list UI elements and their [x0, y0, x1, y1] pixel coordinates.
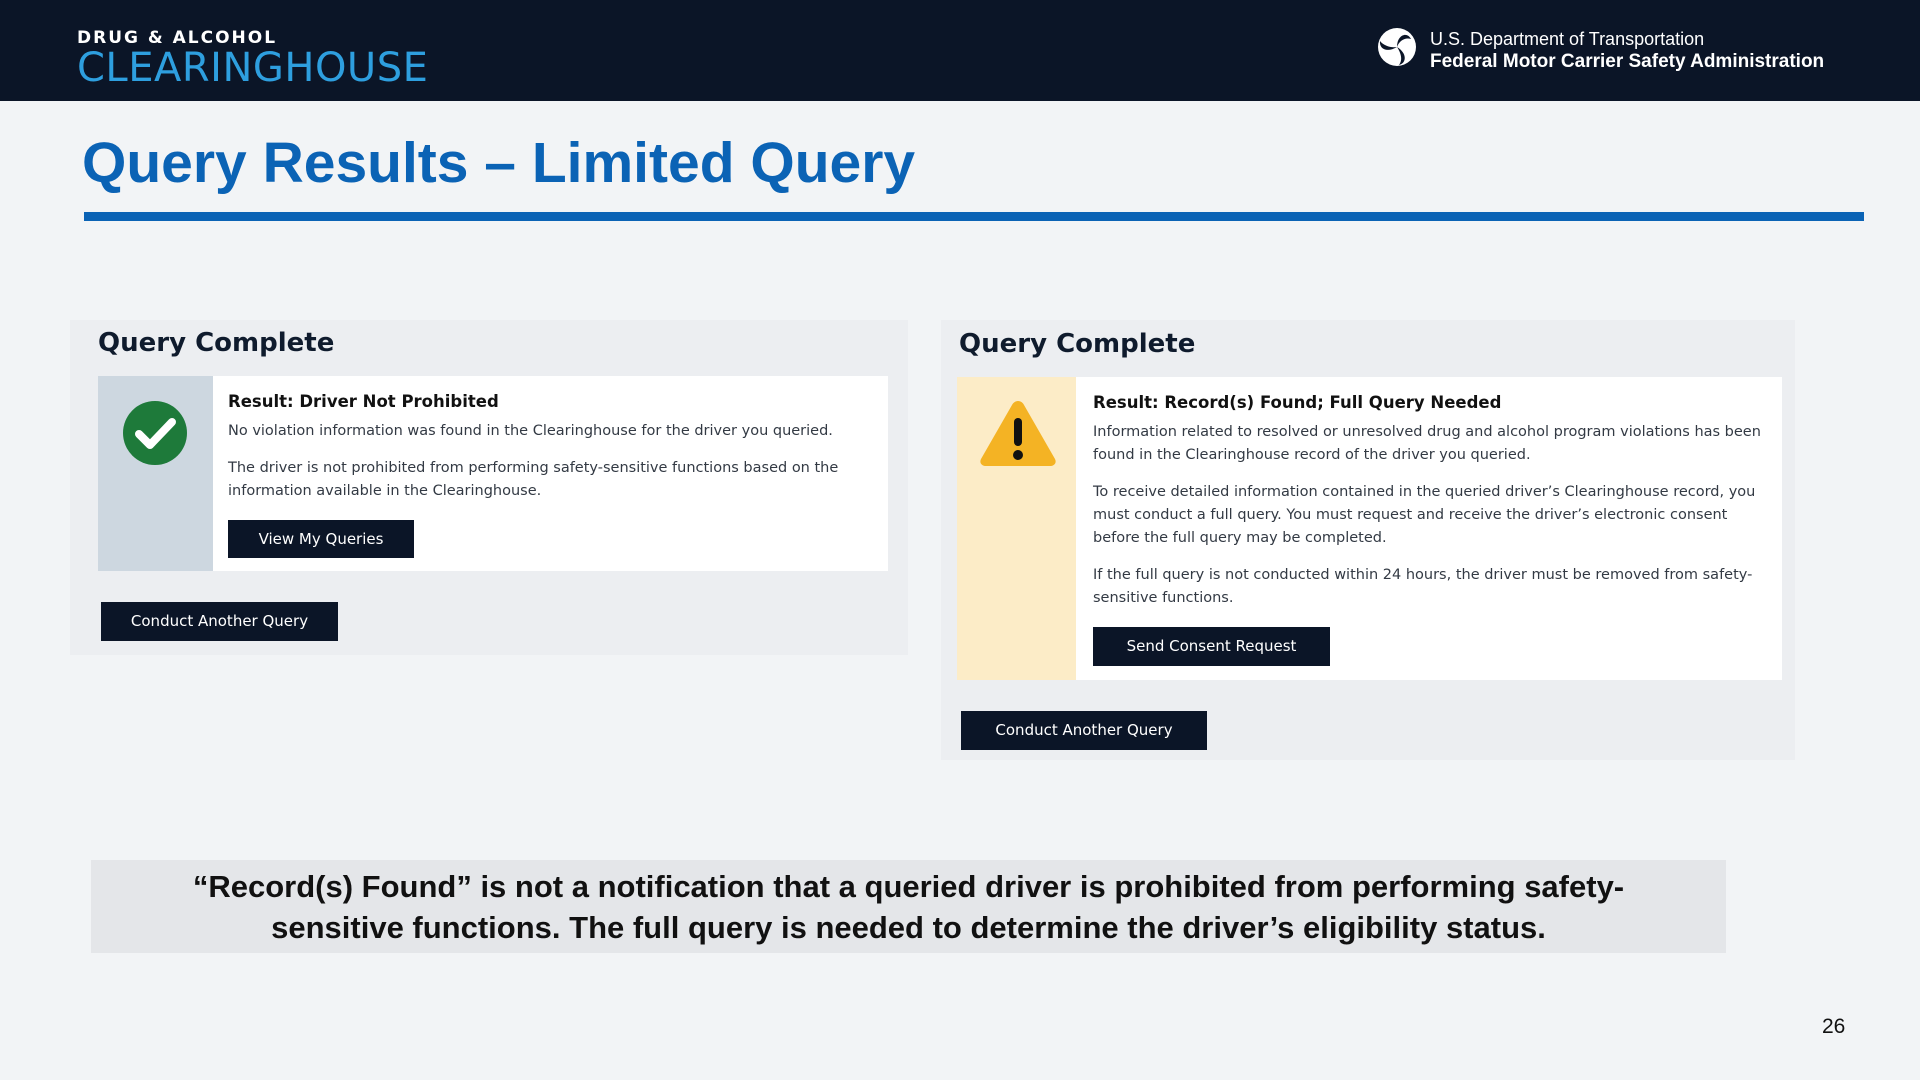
result-body [213, 376, 888, 571]
result-card [98, 376, 888, 571]
dot-logo-icon [1377, 27, 1417, 72]
panel-heading: Query Complete [98, 328, 335, 358]
agency-line-2: Federal Motor Carrier Safety Administration [1430, 51, 1825, 72]
result-paragraph: Information related to resolved or unresolved drug and alcohol program violations has been found in the Clearinghouse record of the driver you queried. [1093, 424, 1761, 463]
icon-column [98, 376, 213, 571]
result-title: Result: Record(s) Found; Full Query Needed [1093, 393, 1502, 412]
result-body [1076, 377, 1782, 680]
result-card [957, 377, 1782, 680]
send-consent-request-button[interactable]: Send Consent Request [1093, 627, 1330, 666]
agency-line-1: U.S. Department of Transportation [1430, 29, 1705, 49]
logo-line-2: CLEARINGHOUSE [77, 45, 429, 91]
conduct-another-query-button[interactable]: Conduct Another Query [101, 602, 338, 641]
conduct-another-query-button[interactable]: Conduct Another Query [961, 711, 1207, 750]
query-complete-panel-not-prohibited [70, 320, 908, 655]
result-title: Result: Driver Not Prohibited [228, 392, 499, 411]
check-circle-icon [122, 400, 188, 466]
logo-line-1: DRUG & ALCOHOL [77, 28, 278, 48]
warning-icon [978, 398, 1058, 468]
top-banner [0, 0, 1920, 101]
title-divider [84, 212, 1864, 221]
result-paragraph: The driver is not prohibited from performing safety-sensitive functions based on the information available in the Clearinghouse. [228, 460, 839, 499]
view-my-queries-button[interactable]: View My Queries [228, 520, 414, 558]
callout-line-1: “Record(s) Found” is not a notification that a queried driver is prohibited from performing safety- [192, 869, 1625, 904]
result-paragraph: If the full query is not conducted within 24 hours, the driver must be removed from safety-sensitive functions. [1093, 567, 1753, 606]
icon-column [957, 377, 1076, 680]
records-found-callout [91, 860, 1726, 953]
clearinghouse-logo[interactable] [77, 28, 429, 91]
result-paragraph: No violation information was found in the Clearinghouse for the driver you queried. [228, 423, 833, 439]
panel-heading: Query Complete [959, 329, 1196, 359]
result-paragraph: To receive detailed information contained in the queried driver’s Clearinghouse record, you must conduct a full query. You must request and receive the driver’s electronic consent before the full query may be completed. [1093, 484, 1756, 546]
query-complete-panel-records-found [941, 320, 1795, 760]
callout-line-2: sensitive functions. The full query is needed to determine the driver’s eligibility status. [271, 910, 1546, 945]
page-title: Query Results – Limited Query [82, 131, 916, 195]
agency-name [1430, 28, 1824, 74]
page-number: 26 [1822, 1015, 1846, 1038]
